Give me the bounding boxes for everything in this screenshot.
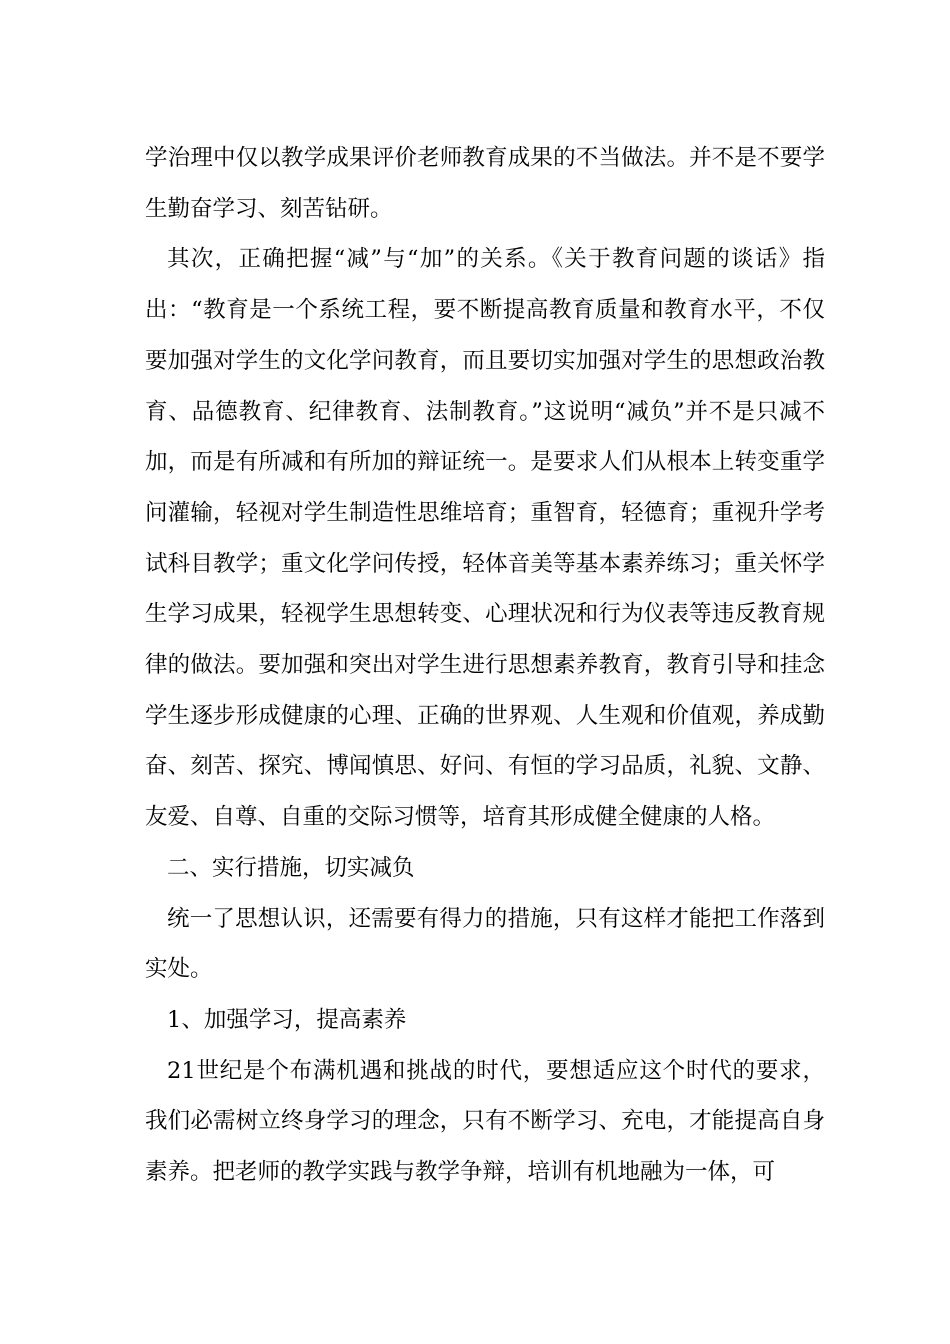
subsection-heading-learning: 1、加强学习，提高素养	[167, 1006, 407, 1033]
document-body	[145, 133, 825, 1198]
paragraph-reduce-add-relation: 其次，正确把握“减”与“加”的关系。《关于教育问题的谈话》指出：“教育是一个系统工程，要不断提高教育质量和教育水平，不仅要加强对学生的文化学问教育，而且要切实加强对学生的思想政治教育、品德教育、纪律教育、法制教育。”这说明“减负”并不是只减不加，而是有所减和有所加的辩证统一。是要求人们从根本上转变重学问灌输，轻视对学生制造性思维培育；重智育，轻德育；重视升学考试科目教学；重文化学问传授，轻体音美等基本素养练习；重关怀学生学习成果，轻视学生思想转变、心理状况和行为仪表等违反教育规律的做法。要加强和突出对学生进行思想素养教育，教育引导和挂念学生逐步形成健康的心理、正确的世界观、人生观和价值观，养成勤奋、刻苦、探究、博闻慎思、好问、有恒的学习品质，礼貌、文静、友爱、自尊、自重的交际习惯等，培育其形成健全健康的人格。	[145, 246, 825, 831]
paragraph-lifelong-learning: 21世纪是个布满机遇和挑战的时代，要想适应这个时代的要求，我们必需树立终身学习的理念，只有不断学习、充电，才能提高自身素养。把老师的教学实践与教学争辩，培训有机地融为一体，可	[145, 1057, 825, 1186]
paragraph-continuation: 学治理中仅以教学成果评价老师教育成果的不当做法。并不是不要学生勤奋学习、刻苦钻研。	[145, 145, 825, 222]
section-heading-measures: 二、实行措施，切实减负	[167, 854, 415, 881]
paragraph-measures-intro: 统一了思想认识，还需要有得力的措施，只有这样才能把工作落到实处。	[145, 905, 825, 983]
